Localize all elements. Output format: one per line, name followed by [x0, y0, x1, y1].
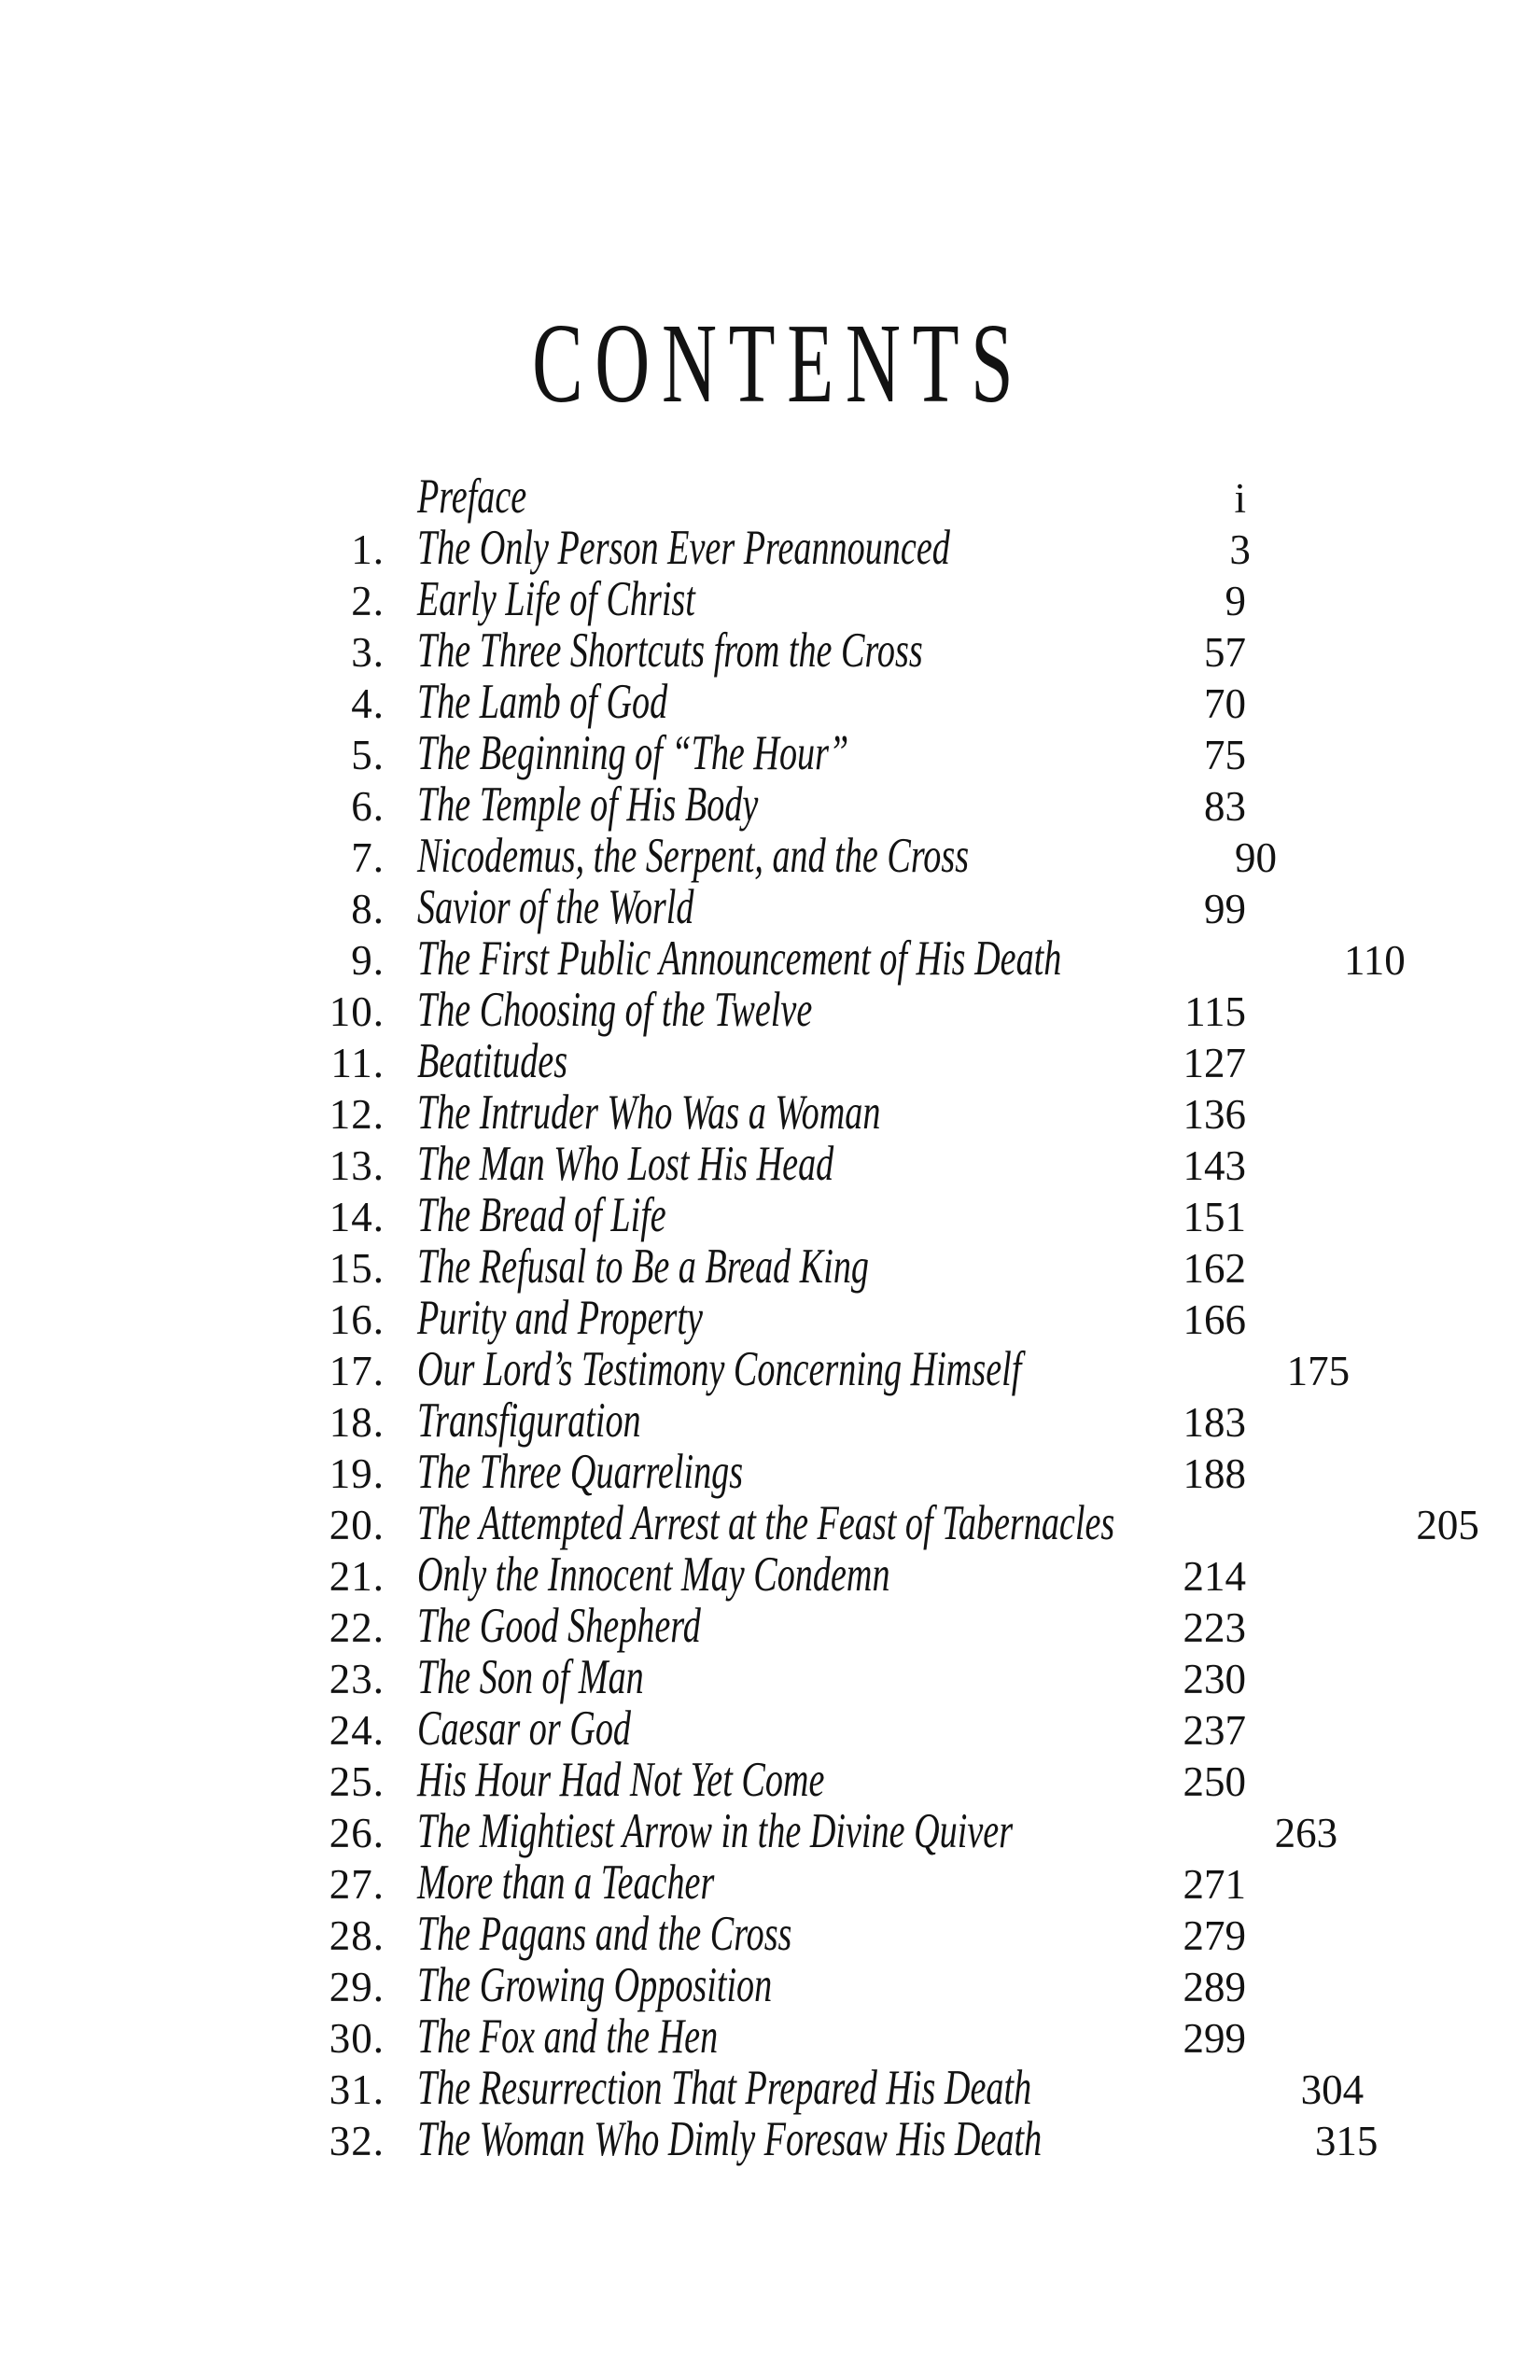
toc-row	[308, 521, 1251, 575]
chapter-title-cell	[417, 728, 1153, 779]
chapter-number: 18.	[329, 1399, 385, 1446]
chapter-title-cell	[417, 625, 1153, 677]
toc-row	[308, 1447, 1246, 1498]
toc-row	[308, 882, 1246, 933]
chapter-title: The Attempted Arrest at the Feast of Tabernacles	[417, 1496, 1115, 1550]
page-number: 237	[1183, 1707, 1246, 1754]
toc-row	[308, 625, 1246, 677]
page-number: 110	[1343, 937, 1406, 984]
toc-row	[308, 1342, 1351, 1396]
chapter-title-cell	[417, 2063, 1270, 2114]
toc-row	[308, 1395, 1246, 1447]
chapter-title: Early Life of Christ	[417, 572, 695, 626]
chapter-title: Caesar or God	[417, 1701, 631, 1756]
page-number: 127	[1183, 1040, 1246, 1086]
chapter-number: 21.	[329, 1553, 385, 1600]
table-of-contents	[308, 469, 1479, 2166]
chapter-number: 11.	[330, 1040, 385, 1086]
toc-row	[308, 1036, 1246, 1087]
chapter-title: The Lamb of God	[417, 675, 668, 729]
chapter-title-cell	[417, 1909, 1153, 1960]
chapter-number: 27.	[329, 1861, 385, 1908]
chapter-number: 19.	[329, 1450, 385, 1497]
chapter-title: Savior of the World	[417, 880, 694, 934]
chapter-title-cell	[417, 1293, 1153, 1344]
chapter-title: The Man Who Lost His Head	[417, 1137, 834, 1191]
toc-row	[308, 1857, 1246, 1909]
chapter-number: 25.	[329, 1758, 385, 1805]
page-number: 223	[1183, 1604, 1246, 1651]
page-number: 136	[1183, 1091, 1246, 1138]
chapter-title-cell	[417, 1806, 1244, 1857]
chapter-number: 12.	[329, 1091, 385, 1138]
chapter-title: Beatitudes	[417, 1034, 568, 1088]
toc-row	[308, 471, 1246, 523]
chapter-number: 24.	[329, 1707, 385, 1754]
page-number: 9	[1225, 578, 1246, 624]
chapter-title-cell	[417, 1241, 1153, 1293]
chapter-number: 5.	[351, 732, 385, 778]
page-number: 143	[1183, 1142, 1246, 1189]
toc-row	[308, 1755, 1246, 1806]
chapter-title-cell	[417, 779, 1153, 831]
chapter-title: Purity and Property	[417, 1291, 703, 1345]
toc-row	[308, 1293, 1246, 1344]
chapter-title: More than a Teacher	[417, 1855, 715, 1910]
chapter-title: Transfiguration	[417, 1393, 641, 1448]
chapter-title: The Pagans and the Cross	[417, 1907, 792, 1961]
toc-row	[308, 1241, 1246, 1293]
chapter-number: 22.	[329, 1604, 385, 1651]
chapter-title-cell	[417, 1139, 1153, 1190]
page-number: 230	[1183, 1656, 1246, 1702]
chapter-title: The Choosing of the Twelve	[417, 983, 813, 1037]
chapter-number: 16.	[329, 1296, 385, 1343]
toc-row	[308, 1087, 1246, 1139]
chapter-number: 1.	[351, 526, 385, 573]
chapter-title-cell	[417, 677, 1153, 728]
chapter-title: The Intruder Who Was a Woman	[417, 1085, 881, 1140]
toc-row	[308, 574, 1246, 625]
page-number: 115	[1184, 988, 1246, 1035]
page-number: 175	[1286, 1348, 1351, 1394]
page-number: 188	[1183, 1450, 1246, 1497]
toc-row	[308, 1549, 1246, 1601]
chapter-number: 29.	[329, 1964, 385, 2010]
chapter-number: 2.	[351, 578, 385, 624]
page-number: 75	[1204, 732, 1246, 778]
page-number: 183	[1183, 1399, 1246, 1446]
toc-row	[308, 985, 1246, 1036]
chapter-title: His Hour Had Not Yet Come	[417, 1753, 825, 1807]
chapter-title-cell	[417, 1498, 1386, 1549]
chapter-title-cell	[417, 933, 1312, 985]
page-number: 279	[1183, 1912, 1246, 1959]
chapter-title: Preface	[417, 469, 527, 524]
contents-title	[0, 301, 1540, 427]
chapter-title: The Temple of His Body	[417, 777, 759, 832]
chapter-title: The Refusal to Be a Bread King	[417, 1239, 870, 1294]
toc-row	[308, 1960, 1246, 2011]
chapter-number: 31.	[329, 2066, 385, 2113]
chapter-title-cell	[417, 831, 1183, 882]
toc-row	[308, 1804, 1338, 1858]
toc-row	[308, 1703, 1246, 1755]
toc-row	[308, 1652, 1246, 1703]
chapter-number: 7.	[351, 834, 385, 881]
chapter-title: The Only Person Ever Preannounced	[417, 521, 950, 575]
chapter-number: 4.	[351, 680, 385, 727]
contents-title-text: CONTENTS	[532, 301, 1026, 427]
chapter-title: The Woman Who Dimly Foresaw His Death	[417, 2112, 1043, 2166]
toc-row	[308, 677, 1246, 728]
chapter-title-cell	[417, 1960, 1153, 2011]
toc-row	[308, 1601, 1246, 1652]
chapter-title: The Son of Man	[417, 1650, 644, 1704]
chapter-title-cell	[417, 574, 1153, 625]
toc-row	[308, 2011, 1246, 2063]
chapter-title-cell	[417, 471, 1153, 523]
page-number: 271	[1183, 1861, 1246, 1908]
chapter-title-cell	[417, 1857, 1153, 1909]
chapter-number: 32.	[329, 2118, 385, 2164]
page-number: 151	[1183, 1194, 1246, 1240]
page-number: 3	[1229, 526, 1251, 573]
chapter-title-cell	[417, 523, 1157, 574]
page-number: 250	[1183, 1758, 1246, 1805]
toc-row	[308, 2061, 1365, 2115]
chapter-title: The Growing Opposition	[417, 1958, 773, 2012]
chapter-title-cell	[417, 1755, 1153, 1806]
toc-row	[308, 1496, 1479, 1550]
chapter-title: The Three Quarrelings	[417, 1445, 744, 1499]
page-number: 162	[1183, 1245, 1246, 1292]
toc-row	[308, 2112, 1379, 2166]
chapter-number: 28.	[329, 1912, 385, 1959]
chapter-number: 26.	[329, 1810, 385, 1856]
chapter-title: Nicodemus, the Serpent, and the Cross	[417, 829, 970, 883]
toc-row	[308, 1190, 1246, 1241]
page-number: 315	[1314, 2118, 1379, 2164]
chapter-title: Only the Innocent May Condemn	[417, 1547, 890, 1602]
chapter-number: 17.	[329, 1348, 385, 1394]
chapter-title-cell	[417, 1190, 1153, 1241]
chapter-number: 15.	[329, 1245, 385, 1292]
toc-row	[308, 779, 1246, 831]
page-number: 57	[1204, 629, 1246, 676]
chapter-title-cell	[417, 985, 1153, 1036]
page-number: 214	[1183, 1553, 1246, 1600]
chapter-title-cell	[417, 2114, 1284, 2165]
chapter-number: 10.	[329, 988, 385, 1035]
chapter-number: 6.	[351, 783, 385, 830]
page-number: 83	[1204, 783, 1246, 830]
page-number: 289	[1183, 1964, 1246, 2010]
toc-row	[308, 1139, 1246, 1190]
toc-row	[308, 931, 1406, 986]
chapter-title-cell	[417, 2011, 1153, 2063]
chapter-title-cell	[417, 1601, 1153, 1652]
toc-row	[308, 1909, 1246, 1960]
page-number: 205	[1416, 1502, 1479, 1548]
chapter-title: The First Public Announcement of His Death	[417, 931, 1062, 986]
page-number: 90	[1234, 834, 1277, 881]
page-number: 99	[1204, 886, 1246, 932]
chapter-title-cell	[417, 1087, 1153, 1139]
chapter-number: 14.	[329, 1194, 385, 1240]
page-number: 304	[1300, 2066, 1365, 2113]
chapter-title: The Beginning of “The Hour”	[417, 726, 849, 780]
chapter-title: The Fox and the Hen	[417, 2009, 719, 2064]
chapter-title-cell	[417, 1447, 1153, 1498]
chapter-number: 9.	[351, 937, 385, 984]
chapter-title: Our Lord’s Testimony Concerning Himself	[417, 1342, 1022, 1396]
chapter-title: The Mightiest Arrow in the Divine Quiver	[417, 1804, 1014, 1858]
chapter-number: 23.	[329, 1656, 385, 1702]
chapter-number: 13.	[329, 1142, 385, 1189]
chapter-title-cell	[417, 882, 1153, 933]
toc-row	[308, 728, 1246, 779]
toc-row	[308, 829, 1277, 883]
chapter-title-cell	[417, 1344, 1256, 1395]
chapter-number: 8.	[351, 886, 385, 932]
chapter-title: The Three Shortcuts from the Cross	[417, 623, 923, 678]
page-number: i	[1234, 475, 1246, 522]
chapter-title-cell	[417, 1703, 1153, 1755]
chapter-number: 3.	[351, 629, 385, 676]
chapter-title-cell	[417, 1652, 1153, 1703]
page-number: 263	[1274, 1810, 1338, 1856]
chapter-title-cell	[417, 1395, 1153, 1447]
page-number: 299	[1183, 2015, 1246, 2062]
page-number: 70	[1204, 680, 1246, 727]
chapter-title-cell	[417, 1549, 1153, 1601]
chapter-title-cell	[417, 1036, 1153, 1087]
chapter-title: The Resurrection That Prepared His Death	[417, 2061, 1032, 2115]
chapter-number: 20.	[329, 1502, 385, 1548]
chapter-number: 30.	[329, 2015, 385, 2062]
chapter-title: The Bread of Life	[417, 1188, 666, 1242]
page-number: 166	[1183, 1296, 1246, 1343]
chapter-title: The Good Shepherd	[417, 1599, 701, 1653]
